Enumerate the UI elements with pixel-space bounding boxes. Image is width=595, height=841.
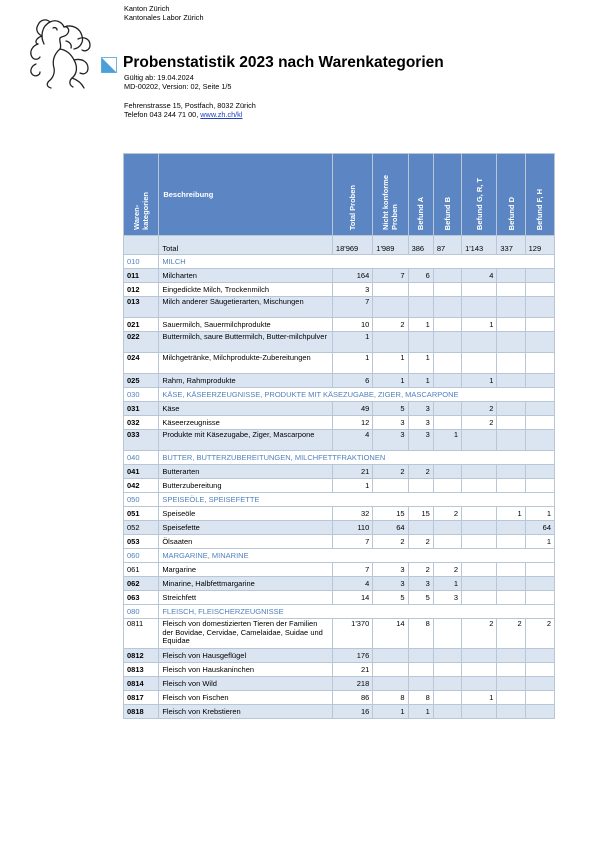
canton-name: Kanton Zürich bbox=[124, 4, 170, 13]
cell-fh bbox=[525, 374, 554, 388]
table-row bbox=[124, 402, 555, 416]
cell-total: 12 bbox=[332, 416, 372, 430]
cell-b bbox=[433, 353, 461, 374]
table-row bbox=[124, 374, 555, 388]
cell-grt: 1 bbox=[462, 374, 497, 388]
cell-grt bbox=[462, 479, 497, 493]
row-code: 061 bbox=[124, 563, 159, 577]
cell-d bbox=[497, 691, 525, 705]
document-id: MD-00202, Version: 02, Seite 1/5 bbox=[124, 82, 232, 91]
row-code: 0818 bbox=[124, 705, 159, 719]
cell-grt bbox=[462, 677, 497, 691]
cell-grt bbox=[462, 563, 497, 577]
row-description: Käseerzeugnisse bbox=[159, 416, 333, 430]
cell-fh bbox=[525, 677, 554, 691]
cell-nicht: 14 bbox=[373, 619, 408, 649]
cell-d bbox=[497, 705, 525, 719]
cell-fh bbox=[525, 353, 554, 374]
cell-d bbox=[497, 677, 525, 691]
cell-d bbox=[497, 521, 525, 535]
cell-total: 1'370 bbox=[332, 619, 372, 649]
cell-b bbox=[433, 402, 461, 416]
cell-b bbox=[433, 479, 461, 493]
cell-total: 86 bbox=[332, 691, 372, 705]
row-description: Sauermilch, Sauermilchprodukte bbox=[159, 318, 333, 332]
table-row bbox=[124, 430, 555, 451]
cell-d bbox=[497, 374, 525, 388]
table-header bbox=[124, 154, 555, 236]
table-row bbox=[124, 332, 555, 353]
category-title: KÄSE, KÄSEERZEUGNISSE, PRODUKTE MIT KÄSEZUGABE, ZIGER, MASCARPONE bbox=[159, 388, 555, 402]
row-description: Eingedickte Milch, Trockenmilch bbox=[159, 283, 333, 297]
cell-a: 1 bbox=[408, 374, 433, 388]
cell-b bbox=[433, 663, 461, 677]
row-code: 052 bbox=[124, 521, 159, 535]
cell-b bbox=[433, 691, 461, 705]
cell-a: 8 bbox=[408, 691, 433, 705]
table-row bbox=[124, 691, 555, 705]
category-title: MARGARINE, MINARINE bbox=[159, 549, 555, 563]
cell-grt bbox=[462, 465, 497, 479]
cell-a bbox=[408, 479, 433, 493]
cell-a: 3 bbox=[408, 577, 433, 591]
cell-d bbox=[497, 269, 525, 283]
category-title: SPEISEÖLE, SPEISEFETTE bbox=[159, 493, 555, 507]
cell-b bbox=[433, 677, 461, 691]
cell-fh bbox=[525, 691, 554, 705]
category-title: FLEISCH, FLEISCHERZEUGNISSE bbox=[159, 605, 555, 619]
cell-grt bbox=[462, 663, 497, 677]
col-total: Total Proben bbox=[332, 154, 372, 236]
cell-total: 1 bbox=[332, 353, 372, 374]
category-code: 080 bbox=[124, 605, 159, 619]
table-row bbox=[124, 677, 555, 691]
cell-d bbox=[497, 479, 525, 493]
table-row bbox=[124, 507, 555, 521]
col-b: Befund B bbox=[433, 154, 461, 236]
cell-b bbox=[433, 649, 461, 663]
cell-a: 2 bbox=[408, 465, 433, 479]
cell-grt bbox=[462, 577, 497, 591]
row-code: 012 bbox=[124, 283, 159, 297]
row-description: Rahm, Rahmprodukte bbox=[159, 374, 333, 388]
category-code: 010 bbox=[124, 255, 159, 269]
cell-fh bbox=[525, 705, 554, 719]
cell-total: 1 bbox=[332, 332, 372, 353]
cell-fh bbox=[525, 465, 554, 479]
cell-grt bbox=[462, 430, 497, 451]
cell-grt bbox=[462, 297, 497, 318]
cell-a: 3 bbox=[408, 402, 433, 416]
table-row bbox=[124, 297, 555, 318]
cell-b bbox=[433, 269, 461, 283]
lab-name: Kantonales Labor Zürich bbox=[124, 13, 204, 22]
cell-total: 16 bbox=[332, 705, 372, 719]
cell-b: 1 bbox=[433, 577, 461, 591]
cell-b: 1 bbox=[433, 430, 461, 451]
cell-total: 32 bbox=[332, 507, 372, 521]
row-description: Ölsaaten bbox=[159, 535, 333, 549]
cell-a bbox=[408, 677, 433, 691]
cell-total: 218 bbox=[332, 677, 372, 691]
category-code: 060 bbox=[124, 549, 159, 563]
col-grt: Befund G, R, T bbox=[462, 154, 497, 236]
category-row bbox=[124, 451, 555, 465]
cell-nicht bbox=[373, 649, 408, 663]
table-row bbox=[124, 619, 555, 649]
table-row bbox=[124, 535, 555, 549]
cell-b bbox=[433, 283, 461, 297]
cell-nicht bbox=[373, 677, 408, 691]
cell-nicht: 3 bbox=[373, 577, 408, 591]
cell-total: 7 bbox=[332, 535, 372, 549]
cell-a: 5 bbox=[408, 591, 433, 605]
row-code: 021 bbox=[124, 318, 159, 332]
row-description: Milcharten bbox=[159, 269, 333, 283]
canton-flag-icon bbox=[101, 57, 117, 73]
col-a: Befund A bbox=[408, 154, 433, 236]
cell-grt: 1 bbox=[462, 318, 497, 332]
cell-nicht: 2 bbox=[373, 535, 408, 549]
cell-b bbox=[433, 416, 461, 430]
table-row bbox=[124, 416, 555, 430]
row-description: Speisefette bbox=[159, 521, 333, 535]
cell-total: 1 bbox=[332, 479, 372, 493]
cell-total: 4 bbox=[332, 577, 372, 591]
row-code: 031 bbox=[124, 402, 159, 416]
row-code: 022 bbox=[124, 332, 159, 353]
cell-b bbox=[433, 465, 461, 479]
cell-nicht: 3 bbox=[373, 563, 408, 577]
row-description: Margarine bbox=[159, 563, 333, 577]
col-nicht: Nicht konforme Proben bbox=[373, 154, 408, 236]
cell-nicht: 5 bbox=[373, 591, 408, 605]
cell-a: 3 bbox=[408, 416, 433, 430]
cell-total: 21 bbox=[332, 663, 372, 677]
row-description: Speiseöle bbox=[159, 507, 333, 521]
row-code: 0817 bbox=[124, 691, 159, 705]
cell-total: 7 bbox=[332, 563, 372, 577]
cell-grt bbox=[462, 507, 497, 521]
cell-fh bbox=[525, 318, 554, 332]
row-description: Fleisch von Krebstieren bbox=[159, 705, 333, 719]
total-d: 337 bbox=[497, 236, 525, 255]
cell-total: 4 bbox=[332, 430, 372, 451]
row-code: 053 bbox=[124, 535, 159, 549]
cell-a bbox=[408, 663, 433, 677]
cell-grt: 2 bbox=[462, 619, 497, 649]
total-row bbox=[124, 236, 555, 255]
cell-a: 3 bbox=[408, 430, 433, 451]
cell-total: 49 bbox=[332, 402, 372, 416]
lion-logo-icon bbox=[22, 14, 100, 92]
table-row bbox=[124, 521, 555, 535]
row-code: 013 bbox=[124, 297, 159, 318]
cell-d bbox=[497, 283, 525, 297]
cell-nicht: 64 bbox=[373, 521, 408, 535]
row-code: 0812 bbox=[124, 649, 159, 663]
total-total: 18'969 bbox=[332, 236, 372, 255]
row-description: Milchgetränke, Milchprodukte-Zubereitungen bbox=[159, 353, 333, 374]
total-grt: 1'143 bbox=[462, 236, 497, 255]
row-code: 025 bbox=[124, 374, 159, 388]
cell-a bbox=[408, 283, 433, 297]
cell-fh bbox=[525, 591, 554, 605]
cell-fh bbox=[525, 269, 554, 283]
cell-fh bbox=[525, 416, 554, 430]
total-a: 386 bbox=[408, 236, 433, 255]
cell-total: 14 bbox=[332, 591, 372, 605]
cell-nicht: 3 bbox=[373, 430, 408, 451]
table-row bbox=[124, 479, 555, 493]
cell-nicht: 8 bbox=[373, 691, 408, 705]
cell-nicht bbox=[373, 283, 408, 297]
cell-fh bbox=[525, 430, 554, 451]
cell-nicht bbox=[373, 479, 408, 493]
cell-d bbox=[497, 663, 525, 677]
col-fh: Befund F, H bbox=[525, 154, 554, 236]
row-code: 041 bbox=[124, 465, 159, 479]
col-desc: Beschreibung bbox=[159, 154, 333, 236]
row-code: 032 bbox=[124, 416, 159, 430]
category-row bbox=[124, 255, 555, 269]
row-description: Streichfett bbox=[159, 591, 333, 605]
cell-grt bbox=[462, 649, 497, 663]
cell-d bbox=[497, 402, 525, 416]
cell-grt bbox=[462, 332, 497, 353]
row-description: Fleisch von Hauskaninchen bbox=[159, 663, 333, 677]
cell-d bbox=[497, 563, 525, 577]
category-code: 030 bbox=[124, 388, 159, 402]
table-row bbox=[124, 577, 555, 591]
table-row bbox=[124, 269, 555, 283]
cell-d bbox=[497, 332, 525, 353]
table-row bbox=[124, 283, 555, 297]
phone-line bbox=[124, 110, 242, 119]
cell-grt bbox=[462, 535, 497, 549]
row-description: Butterzubereitung bbox=[159, 479, 333, 493]
row-description: Fleisch von Wild bbox=[159, 677, 333, 691]
cell-b bbox=[433, 705, 461, 719]
cell-a bbox=[408, 332, 433, 353]
cell-nicht: 1 bbox=[373, 353, 408, 374]
cell-nicht: 5 bbox=[373, 402, 408, 416]
row-description: Minarine, Halbfettmargarine bbox=[159, 577, 333, 591]
row-code: 062 bbox=[124, 577, 159, 591]
statistics-table bbox=[123, 153, 555, 719]
category-code: 040 bbox=[124, 451, 159, 465]
cell-nicht bbox=[373, 663, 408, 677]
row-code: 0811 bbox=[124, 619, 159, 649]
cell-a: 6 bbox=[408, 269, 433, 283]
row-code: 0813 bbox=[124, 663, 159, 677]
cell-d: 2 bbox=[497, 619, 525, 649]
cell-a: 2 bbox=[408, 535, 433, 549]
cell-d bbox=[497, 591, 525, 605]
col-d: Befund D bbox=[497, 154, 525, 236]
cell-nicht: 1 bbox=[373, 374, 408, 388]
cell-b bbox=[433, 318, 461, 332]
cell-total: 10 bbox=[332, 318, 372, 332]
category-row bbox=[124, 388, 555, 402]
phone: Telefon 043 244 71 00, bbox=[124, 110, 201, 119]
cell-fh: 64 bbox=[525, 521, 554, 535]
cell-nicht bbox=[373, 332, 408, 353]
row-code: 011 bbox=[124, 269, 159, 283]
cell-nicht: 7 bbox=[373, 269, 408, 283]
cell-a: 1 bbox=[408, 353, 433, 374]
cell-total: 164 bbox=[332, 269, 372, 283]
row-description: Fleisch von domestizierten Tieren der Familien der Bovidae, Cervidae, Camelaidae, Suidae und Equidae bbox=[159, 619, 333, 649]
cell-fh bbox=[525, 297, 554, 318]
cell-total: 3 bbox=[332, 283, 372, 297]
cell-b bbox=[433, 535, 461, 549]
table-row bbox=[124, 591, 555, 605]
col-code: Waren- kategorien bbox=[124, 154, 159, 236]
website-link[interactable]: www.zh.ch/kl bbox=[200, 110, 243, 119]
cell-nicht: 15 bbox=[373, 507, 408, 521]
cell-grt: 4 bbox=[462, 269, 497, 283]
table-row bbox=[124, 705, 555, 719]
cell-grt bbox=[462, 353, 497, 374]
cell-grt bbox=[462, 283, 497, 297]
category-row bbox=[124, 549, 555, 563]
valid-date: Gültig ab: 19.04.2024 bbox=[124, 73, 194, 82]
row-code: 033 bbox=[124, 430, 159, 451]
category-title: MILCH bbox=[159, 255, 555, 269]
row-code: 0814 bbox=[124, 677, 159, 691]
cell-grt: 2 bbox=[462, 416, 497, 430]
cell-total: 110 bbox=[332, 521, 372, 535]
cell-total: 7 bbox=[332, 297, 372, 318]
cell-fh bbox=[525, 332, 554, 353]
cell-grt: 2 bbox=[462, 402, 497, 416]
cell-grt bbox=[462, 591, 497, 605]
row-code: 024 bbox=[124, 353, 159, 374]
cell-d: 1 bbox=[497, 507, 525, 521]
cell-grt: 1 bbox=[462, 691, 497, 705]
cell-total: 21 bbox=[332, 465, 372, 479]
total-b: 87 bbox=[433, 236, 461, 255]
cell-fh bbox=[525, 663, 554, 677]
cell-d bbox=[497, 416, 525, 430]
category-row bbox=[124, 493, 555, 507]
cell-a: 15 bbox=[408, 507, 433, 521]
category-title: BUTTER, BUTTERZUBEREITUNGEN, MILCHFETTFRAKTIONEN bbox=[159, 451, 555, 465]
total-nicht: 1'989 bbox=[373, 236, 408, 255]
cell-a: 1 bbox=[408, 318, 433, 332]
row-description: Fleisch von Fischen bbox=[159, 691, 333, 705]
row-description: Käse bbox=[159, 402, 333, 416]
cell-b: 3 bbox=[433, 591, 461, 605]
cell-d bbox=[497, 318, 525, 332]
cell-d bbox=[497, 577, 525, 591]
cell-fh: 1 bbox=[525, 507, 554, 521]
cell-a bbox=[408, 521, 433, 535]
category-row bbox=[124, 605, 555, 619]
cell-fh bbox=[525, 577, 554, 591]
cell-d bbox=[497, 465, 525, 479]
cell-d bbox=[497, 649, 525, 663]
address: Fehrenstrasse 15, Postfach, 8032 Zürich bbox=[124, 101, 256, 110]
cell-a bbox=[408, 649, 433, 663]
cell-fh: 2 bbox=[525, 619, 554, 649]
row-description: Fleisch von Hausgeflügel bbox=[159, 649, 333, 663]
row-code: 051 bbox=[124, 507, 159, 521]
cell-d bbox=[497, 353, 525, 374]
cell-nicht: 1 bbox=[373, 705, 408, 719]
cell-nicht bbox=[373, 297, 408, 318]
cell-b bbox=[433, 619, 461, 649]
row-description: Butterarten bbox=[159, 465, 333, 479]
row-description: Milch anderer Säugetierarten, Mischungen bbox=[159, 297, 333, 318]
cell-fh bbox=[525, 402, 554, 416]
cell-total: 6 bbox=[332, 374, 372, 388]
cell-nicht: 2 bbox=[373, 465, 408, 479]
cell-nicht: 3 bbox=[373, 416, 408, 430]
total-fh: 129 bbox=[525, 236, 554, 255]
cell-b bbox=[433, 521, 461, 535]
cell-b bbox=[433, 297, 461, 318]
table-row bbox=[124, 563, 555, 577]
cell-b: 2 bbox=[433, 507, 461, 521]
page-title: Probenstatistik 2023 nach Warenkategorien bbox=[123, 54, 444, 71]
table-row bbox=[124, 318, 555, 332]
cell-fh bbox=[525, 649, 554, 663]
cell-a: 8 bbox=[408, 619, 433, 649]
total-label: Total bbox=[159, 236, 333, 255]
category-code: 050 bbox=[124, 493, 159, 507]
cell-a: 1 bbox=[408, 705, 433, 719]
row-description: Produkte mit Käsezugabe, Ziger, Mascarpone bbox=[159, 430, 333, 451]
row-description: Buttermilch, saure Buttermilch, Butter-milchpulver bbox=[159, 332, 333, 353]
cell-b bbox=[433, 332, 461, 353]
cell-d bbox=[497, 297, 525, 318]
cell-b: 2 bbox=[433, 563, 461, 577]
table-row bbox=[124, 649, 555, 663]
cell-fh bbox=[525, 283, 554, 297]
row-code: 042 bbox=[124, 479, 159, 493]
table-row bbox=[124, 663, 555, 677]
cell-fh bbox=[525, 479, 554, 493]
cell-nicht: 2 bbox=[373, 318, 408, 332]
cell-grt bbox=[462, 521, 497, 535]
cell-a: 2 bbox=[408, 563, 433, 577]
table-row bbox=[124, 353, 555, 374]
cell-d bbox=[497, 535, 525, 549]
row-code: 063 bbox=[124, 591, 159, 605]
cell-total: 176 bbox=[332, 649, 372, 663]
cell-fh bbox=[525, 563, 554, 577]
cell-b bbox=[433, 374, 461, 388]
cell-a bbox=[408, 297, 433, 318]
cell-fh: 1 bbox=[525, 535, 554, 549]
cell-d bbox=[497, 430, 525, 451]
table-row bbox=[124, 465, 555, 479]
cell-grt bbox=[462, 705, 497, 719]
